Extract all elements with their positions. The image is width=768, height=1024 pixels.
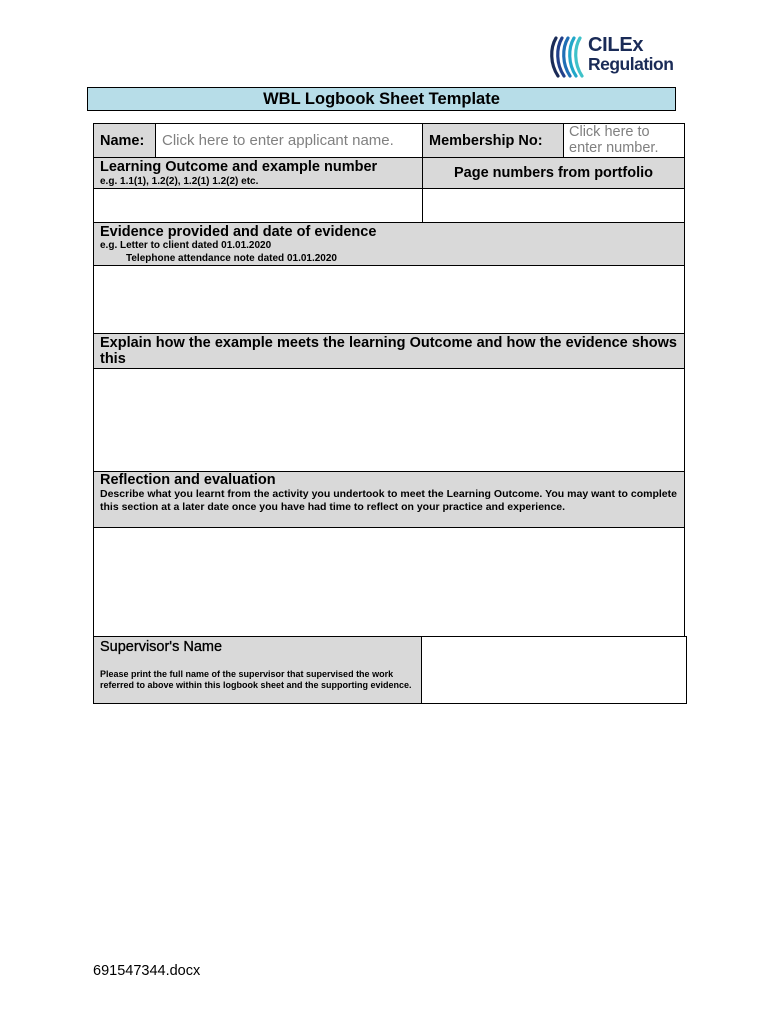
learning-outcome-field[interactable] — [93, 188, 423, 223]
logo-line-2: Regulation — [588, 54, 674, 74]
explain-field[interactable] — [93, 368, 685, 472]
reflection-text: Describe what you learnt from the activity you undertook to meet the Learning Outcome. You may want to complete this section at a later date once you have had time to reflect on your practice and experience. — [100, 488, 677, 513]
logo-line-1: CILEx — [588, 34, 644, 56]
membership-placeholder-line-2: enter number. — [569, 140, 659, 156]
name-label-cell — [93, 123, 156, 158]
page-numbers-header-cell — [422, 157, 685, 189]
page-numbers-field[interactable] — [422, 188, 685, 223]
supervisor-header: Supervisor's Name — [100, 639, 223, 655]
cilex-logo-icon — [548, 34, 584, 80]
name-placeholder: Click here to enter applicant name. — [162, 132, 394, 149]
name-label: Name: — [100, 133, 145, 149]
footer-filename: 691547344.docx — [93, 963, 201, 979]
logo-wordmark — [588, 36, 673, 74]
membership-placeholder-line-1: Click here to — [569, 124, 650, 140]
name-field[interactable] — [155, 123, 423, 158]
supervisor-name-field[interactable] — [421, 636, 687, 704]
page-numbers-header: Page numbers from portfolio — [454, 165, 653, 181]
explain-header: Explain how the example meets the learning Outcome and how the evidence shows this — [100, 335, 677, 367]
evidence-example-1: e.g. Letter to client dated 01.01.2020 — [100, 240, 272, 251]
evidence-header: Evidence provided and date of evidence — [100, 224, 377, 240]
membership-label-cell — [422, 123, 564, 158]
reflection-field[interactable] — [93, 527, 685, 637]
supervisor-text: Please print the full name of the supervisor that supervised the work referred to above within this logbook sheet and the supporting evidence. — [100, 669, 412, 690]
supervisor-header-cell — [93, 636, 422, 704]
learning-outcome-header: Learning Outcome and example number — [100, 159, 378, 175]
evidence-example-2: Telephone attendance note dated 01.01.2020 — [126, 253, 337, 264]
membership-label: Membership No: — [429, 133, 543, 149]
evidence-field[interactable] — [93, 265, 685, 334]
explain-header-cell — [93, 333, 685, 369]
reflection-header-cell — [93, 471, 685, 528]
learning-outcome-example: e.g. 1.1(1), 1.2(2), 1.2(1) 1.2(2) etc. — [100, 176, 259, 187]
learning-outcome-header-cell — [93, 157, 423, 189]
evidence-header-cell — [93, 222, 685, 266]
cilex-regulation-logo — [548, 32, 688, 84]
membership-number-field[interactable] — [563, 123, 685, 158]
page-title: WBL Logbook Sheet Template — [87, 87, 676, 111]
reflection-header: Reflection and evaluation — [100, 472, 276, 488]
membership-placeholder — [569, 124, 658, 156]
